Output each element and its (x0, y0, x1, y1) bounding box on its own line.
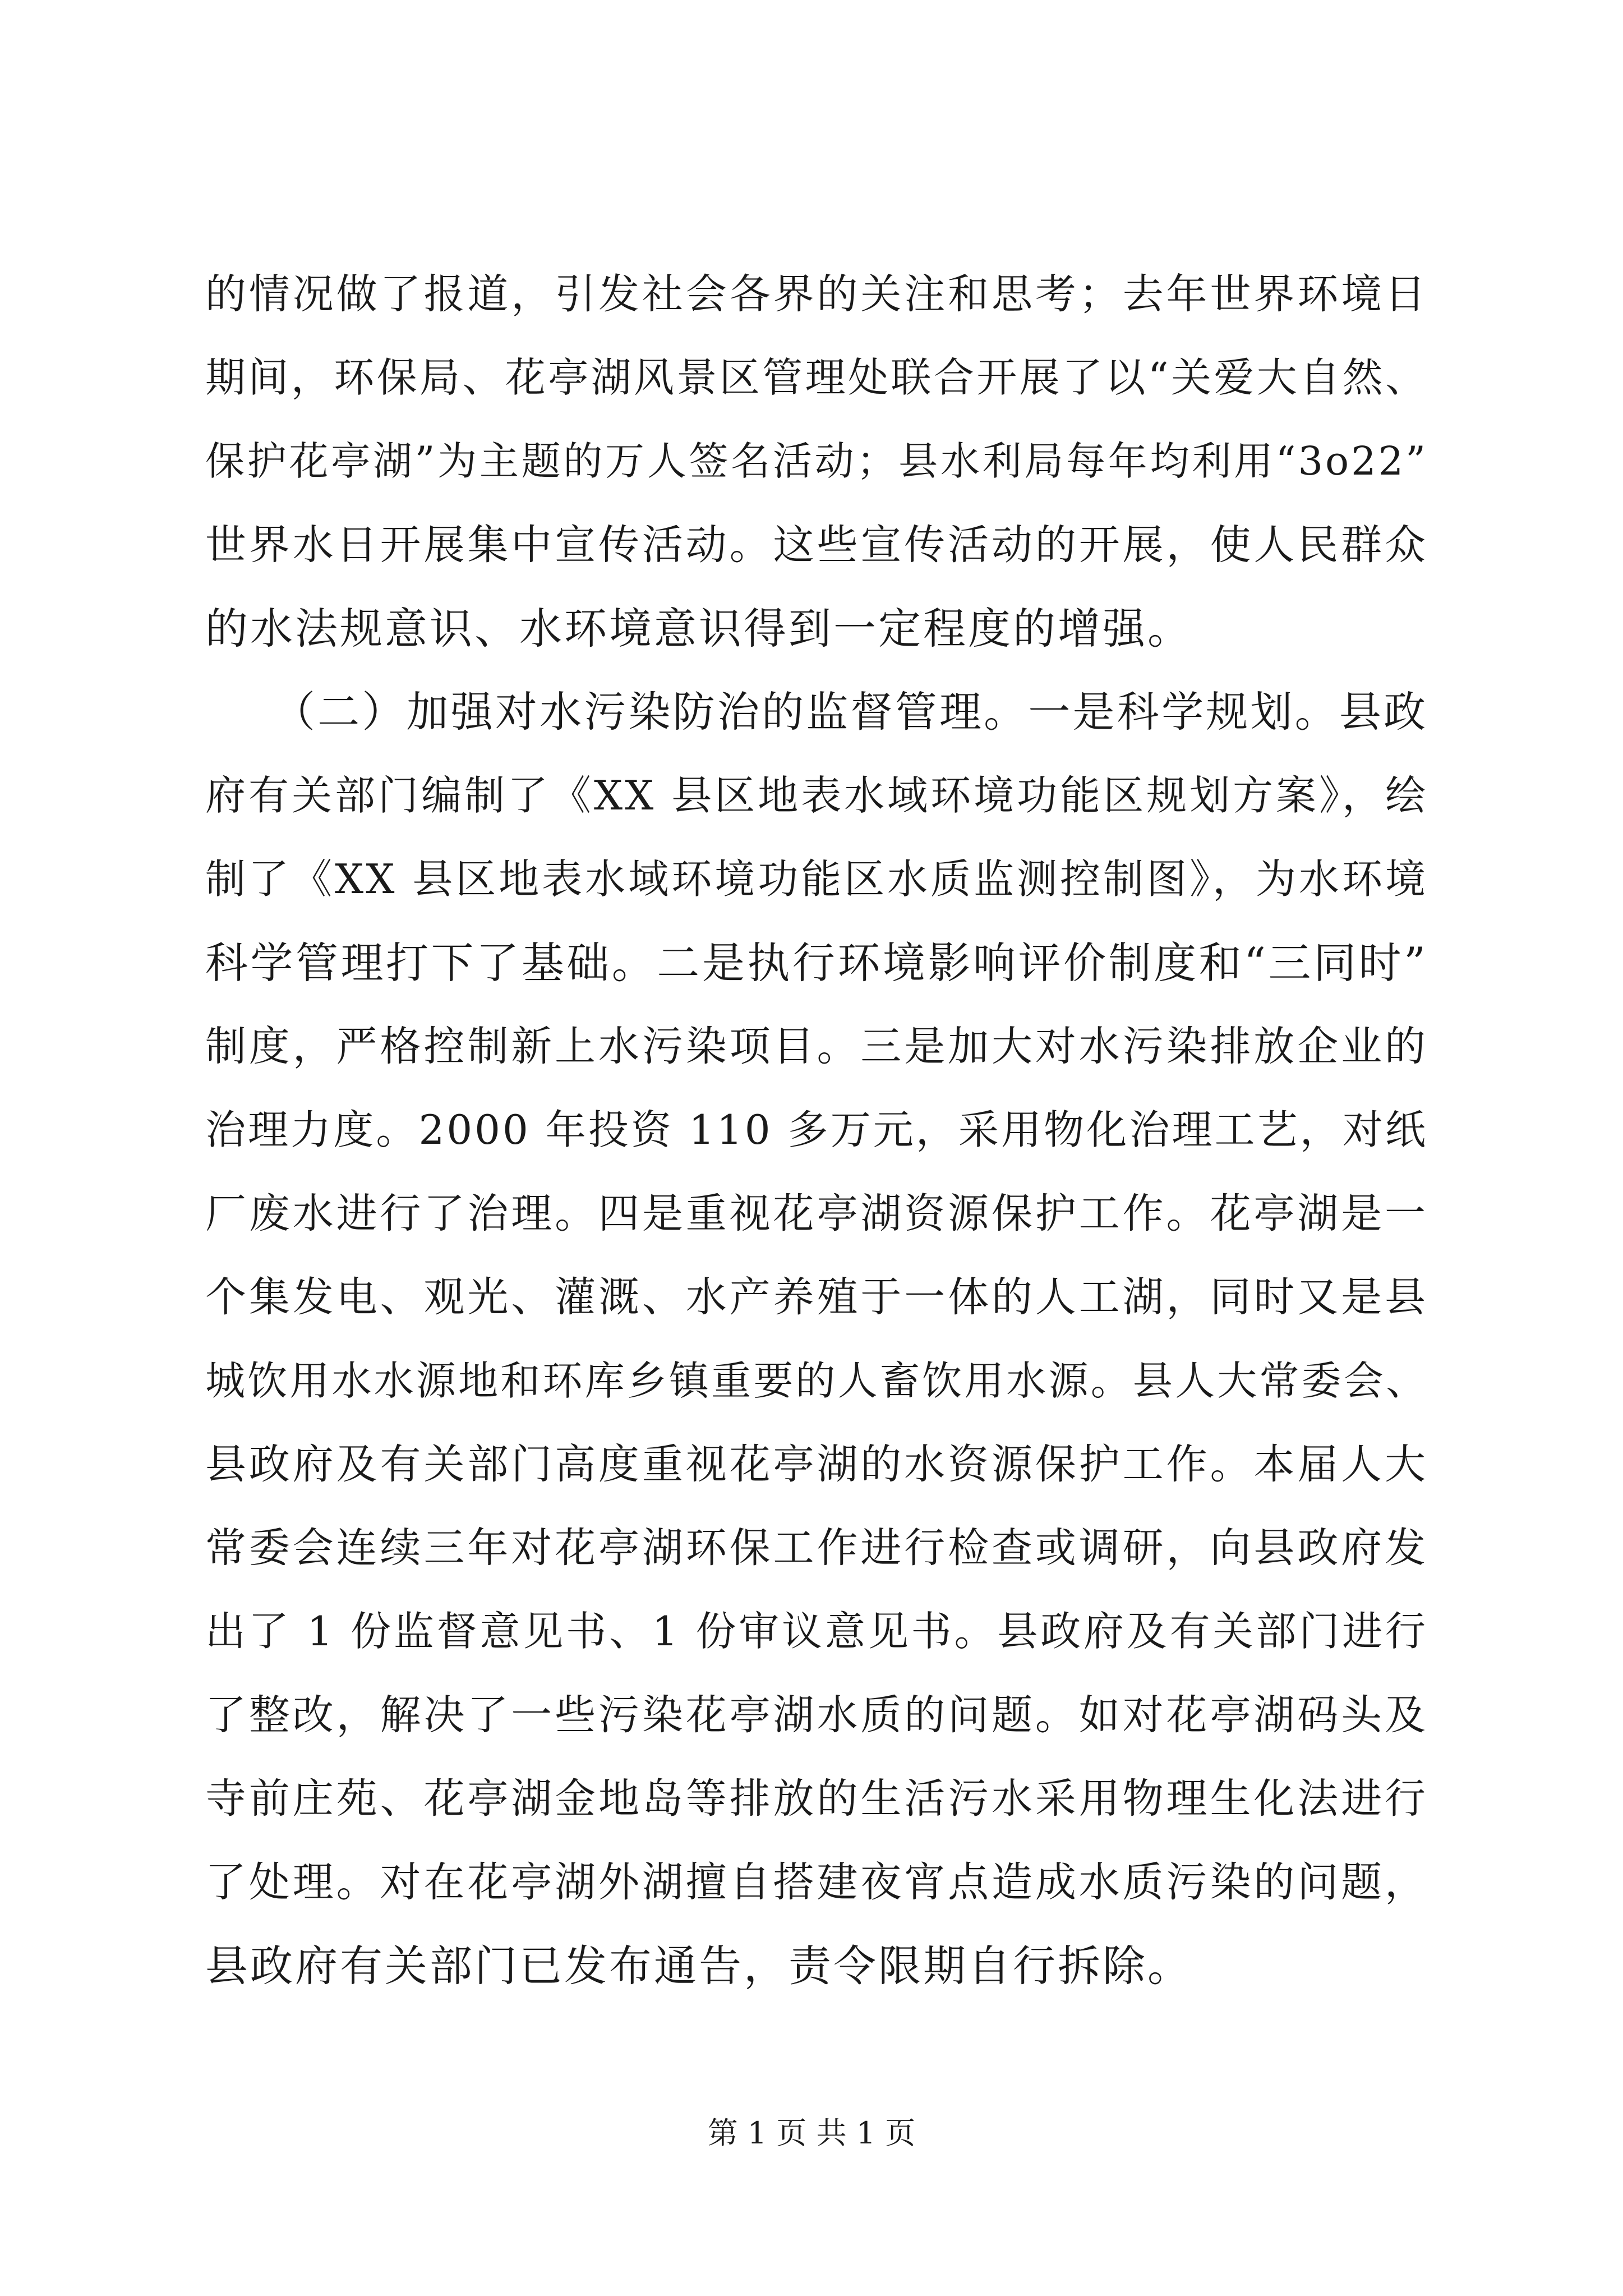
text-line: 保护花亭湖”为主题的万人签名活动；县水利局每年均利用“3o22” (205, 438, 1428, 484)
text-line: 的水法规意识、水环境意识得到一定程度的增强。 (205, 604, 1192, 654)
text-line: 了整改，解决了一些污染花亭湖水质的问题。如对花亭湖码头及 (205, 1691, 1428, 1739)
text-line: 个集发电、观光、灌溉、水产养殖于一体的人工湖，同时又是县 (205, 1273, 1428, 1321)
text-line: 期间，环保局、花亭湖风景区管理处联合开展了以“关爱大自然、 (205, 354, 1428, 401)
body-text (205, 252, 1428, 2008)
text-line: 常委会连续三年对花亭湖环保工作进行检查或调研，向县政府发 (205, 1524, 1428, 1572)
page-footer (0, 2109, 1623, 2152)
text-line: 世界水日开展集中宣传活动。这些宣传活动的开展，使人民群众 (205, 521, 1428, 569)
text-line: 出了 1 份监督意见书、1 份审议意见书。县政府及有关部门进行 (205, 1608, 1428, 1655)
text-line: 治理力度。2000 年投资 110 多万元，采用物化治理工艺，对纸 (205, 1106, 1428, 1153)
page-number: 第 1 页 共 1 页 (707, 2115, 916, 2151)
text-line: 制了《XX 县区地表水域环境功能区水质监测控制图》，为水环境 (205, 855, 1428, 903)
text-line: 城饮用水水源地和环库乡镇重要的人畜饮用水源。县人大常委会、 (205, 1358, 1428, 1404)
text-line: 县政府有关部门已发布通告，责令限期自行拆除。 (205, 1941, 1192, 1991)
text-line: 制度，严格控制新上水污染项目。三是加大对水污染排放企业的 (205, 1023, 1428, 1070)
text-line: 的情况做了报道，引发社会各界的关注和思考；去年世界环境日 (205, 270, 1428, 318)
text-line: 寺前庄苑、花亭湖金地岛等排放的生活污水采用物理生化法进行 (205, 1775, 1428, 1823)
text-line: 科学管理打下了基础。二是执行环境影响评价制度和“三同时” (205, 938, 1428, 988)
text-line: 了处理。对在花亭湖外湖擅自搭建夜宵点造成水质污染的问题， (205, 1858, 1428, 1906)
text-line: （二）加强对水污染防治的监督管理。一是科学规划。县政 (205, 687, 1428, 737)
text-line: 县政府及有关部门高度重视花亭湖的水资源保护工作。本届人大 (205, 1441, 1428, 1488)
text-line: 厂废水进行了治理。四是重视花亭湖资源保护工作。花亭湖是一 (205, 1190, 1428, 1237)
text-line: 府有关部门编制了《XX 县区地表水域环境功能区规划方案》，绘 (205, 772, 1428, 819)
